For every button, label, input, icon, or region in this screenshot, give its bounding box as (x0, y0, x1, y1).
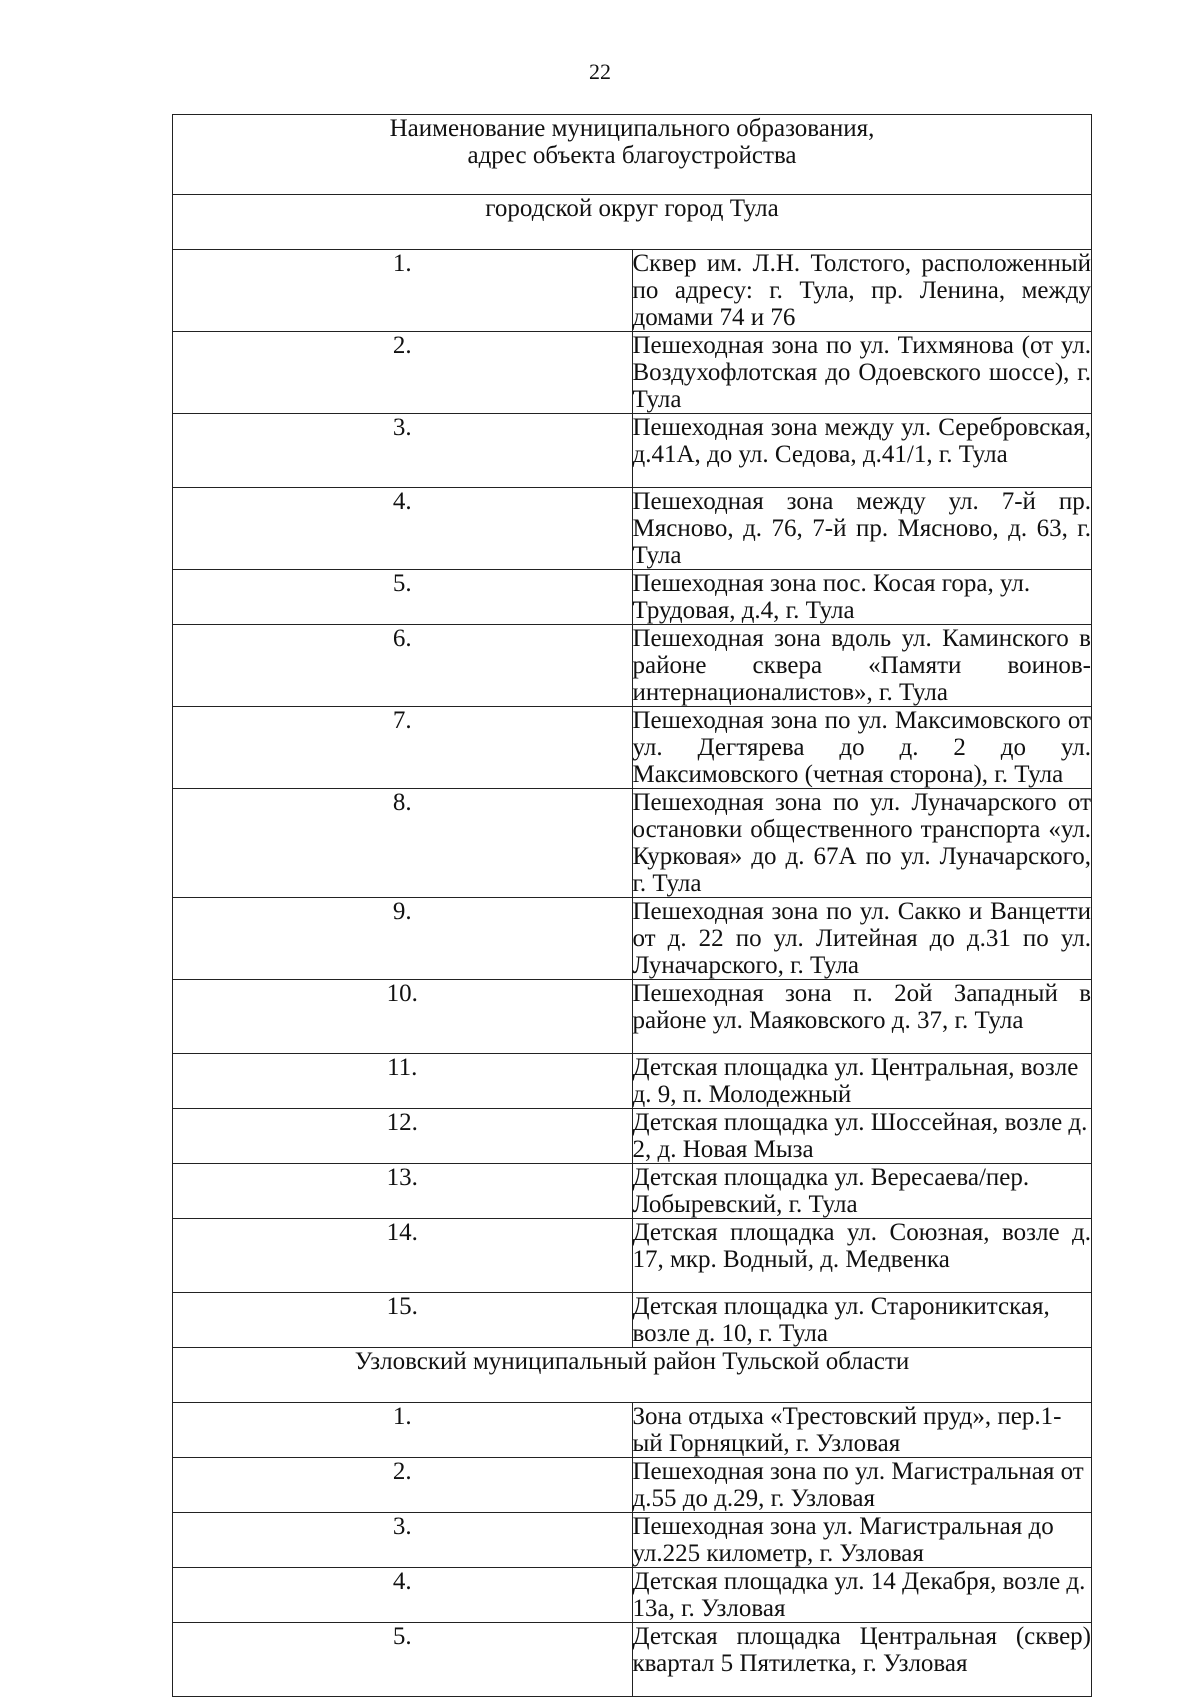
table-row (173, 1513, 1092, 1568)
row-number: 14. (173, 1219, 633, 1293)
row-number: 3. (173, 414, 633, 488)
section-title-tula: городской округ город Тула (173, 195, 1092, 250)
row-number: 3. (173, 1513, 633, 1568)
row-number: 10. (173, 980, 633, 1054)
row-number: 13. (173, 1164, 633, 1219)
table-row (173, 1293, 1092, 1348)
table-row (173, 1568, 1092, 1623)
objects-table (172, 114, 1092, 1697)
row-text: Пешеходная зона пос. Косая гора, ул. Трудовая, д.4, г. Тула (632, 570, 1092, 625)
row-text: Детская площадка ул. Вересаева/пер. Лобыревский, г. Тула (632, 1164, 1092, 1219)
header-line-1: Наименование муниципального образования, (389, 115, 875, 142)
row-text: Пешеходная зона ул. Магистральная до ул.225 километр, г. Узловая (632, 1513, 1092, 1568)
row-text: Детская площадка ул. 14 Декабря, возле д. 13а, г. Узловая (632, 1568, 1092, 1623)
table-header (173, 115, 1092, 195)
row-text: Пешеходная зона по ул. Тихмянова (от ул. Воздухофлотская до Одоевского шоссе), г. Тула (632, 332, 1091, 413)
row-text: Пешеходная зона вдоль ул. Каминского в районе сквера «Памяти воинов-интернационалистов», г. Тула (632, 625, 1091, 706)
table-row (173, 332, 1092, 414)
section-row (173, 195, 1092, 250)
table-row (173, 250, 1092, 332)
row-number: 5. (173, 570, 633, 625)
row-number: 4. (173, 1568, 633, 1623)
page-number: 22 (589, 59, 611, 84)
table-row (173, 414, 1092, 488)
section-row (173, 1348, 1092, 1403)
row-number: 12. (173, 1109, 633, 1164)
table-row (173, 570, 1092, 625)
table-row (173, 1109, 1092, 1164)
row-number: 6. (173, 625, 633, 707)
row-text: Пешеходная зона п. 2ой Западный в районе ул. Маяковского д. 37, г. Тула (632, 980, 1092, 1054)
row-number: 1. (173, 250, 633, 332)
row-text: Детская площадка Центральная (сквер) квартал 5 Пятилетка, г. Узловая (632, 1623, 1092, 1697)
row-number: 15. (173, 1293, 633, 1348)
row-number: 4. (173, 488, 633, 570)
row-number: 5. (173, 1623, 633, 1697)
row-number: 2. (173, 332, 633, 414)
table-row (173, 625, 1092, 707)
section-title-uzlovaya: Узловский муниципальный район Тульской области (173, 1348, 1092, 1403)
row-number: 2. (173, 1458, 633, 1513)
row-number: 11. (173, 1054, 633, 1109)
row-text: Детская площадка ул. Староникитская, возле д. 10, г. Тула (632, 1293, 1092, 1348)
row-text: Пешеходная зона по ул. Луначарского от остановки общественного транспорта «ул. Курковая» до д. 67А по ул. Луначарского, г. Тула (632, 789, 1091, 897)
row-text: Детская площадка ул. Союзная, возле д. 17, мкр. Водный, д. Медвенка (632, 1219, 1092, 1293)
table-row (173, 1164, 1092, 1219)
table-row (173, 898, 1092, 980)
table-row (173, 1219, 1092, 1293)
row-text: Пешеходная зона по ул. Магистральная от д.55 до д.29, г. Узловая (632, 1458, 1092, 1513)
row-text: Пешеходная зона между ул. 7-й пр. Мясново, д. 76, 7-й пр. Мясново, д. 63, г. Тула (632, 488, 1091, 569)
table-row (173, 1623, 1092, 1697)
row-text: Пешеходная зона по ул. Максимовского от ул. Дегтярева до д. 2 до ул. Максимовского (четная сторона), г. Тула (632, 707, 1091, 788)
row-number: 9. (173, 898, 633, 980)
table-header-row (173, 115, 1092, 195)
table-row (173, 789, 1092, 898)
header-line-2: адрес объекта благоустройства (467, 142, 797, 169)
row-number: 1. (173, 1403, 633, 1458)
row-text: Детская площадка ул. Центральная, возле д. 9, п. Молодежный (632, 1054, 1092, 1109)
row-text: Пешеходная зона между ул. Серебровская, д.41А, до ул. Седова, д.41/1, г. Тула (632, 414, 1092, 488)
table-row (173, 707, 1092, 789)
row-text: Пешеходная зона по ул. Сакко и Ванцетти от д. 22 по ул. Литейная до д.31 по ул. Луначарского, г. Тула (632, 898, 1091, 979)
table-row (173, 1054, 1092, 1109)
row-number: 7. (173, 707, 633, 789)
table-row (173, 1403, 1092, 1458)
row-text: Зона отдыха «Трестовский пруд», пер.1-ый Горняцкий, г. Узловая (632, 1403, 1092, 1458)
table-row (173, 1458, 1092, 1513)
row-text: Детская площадка ул. Шоссейная, возле д. 2, д. Новая Мыза (632, 1109, 1092, 1164)
row-number: 8. (173, 789, 633, 898)
table-row (173, 488, 1092, 570)
row-text: Сквер им. Л.Н. Толстого, расположенный по адресу: г. Тула, пр. Ленина, между домами 74 и 76 (632, 250, 1091, 331)
table-row (173, 980, 1092, 1054)
